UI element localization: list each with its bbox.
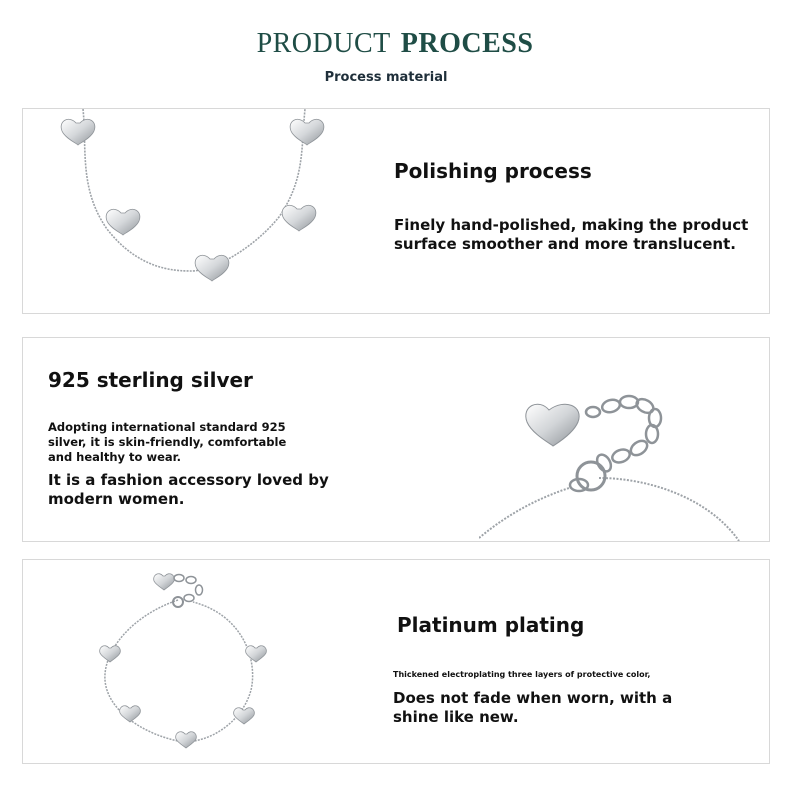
section-body-line-1: Does not fade when worn, with a: [393, 689, 673, 707]
section-detail-line-1: Adopting international standard 925: [48, 420, 286, 434]
section-body-line-2: modern women.: [48, 490, 185, 508]
heart-bracelet-image: [43, 109, 343, 313]
section-body-line-2: surface smoother and more translucent.: [394, 235, 736, 253]
section-heading: 925 sterling silver: [48, 368, 253, 392]
section-body-line-1: Finely hand-polished, making the product: [394, 216, 749, 234]
section-heading: Polishing process: [394, 159, 592, 183]
page-subtitle: Process material: [324, 70, 448, 85]
section-detail-line-2: silver, it is skin-friendly, comfortable: [48, 435, 287, 449]
page-title: [0, 28, 790, 60]
clasp-closeup-image: [479, 338, 769, 541]
section-body-line-1: It is a fashion accessory loved by: [48, 471, 329, 489]
full-bracelet-image: [83, 560, 283, 763]
section-body-line-2: shine like new.: [393, 708, 519, 726]
title-part-1: PRODUCT: [256, 28, 391, 59]
section-detail-line-3: and healthy to wear.: [48, 450, 182, 464]
platinum-plating-panel: [22, 559, 770, 764]
sterling-silver-panel: [22, 337, 770, 542]
title-part-2: PROCESS: [400, 28, 534, 59]
section-heading: Platinum plating: [397, 613, 585, 637]
section-tiny-note: Thickened electroplating three layers of protective color,: [393, 670, 651, 679]
polishing-process-panel: [22, 108, 770, 314]
